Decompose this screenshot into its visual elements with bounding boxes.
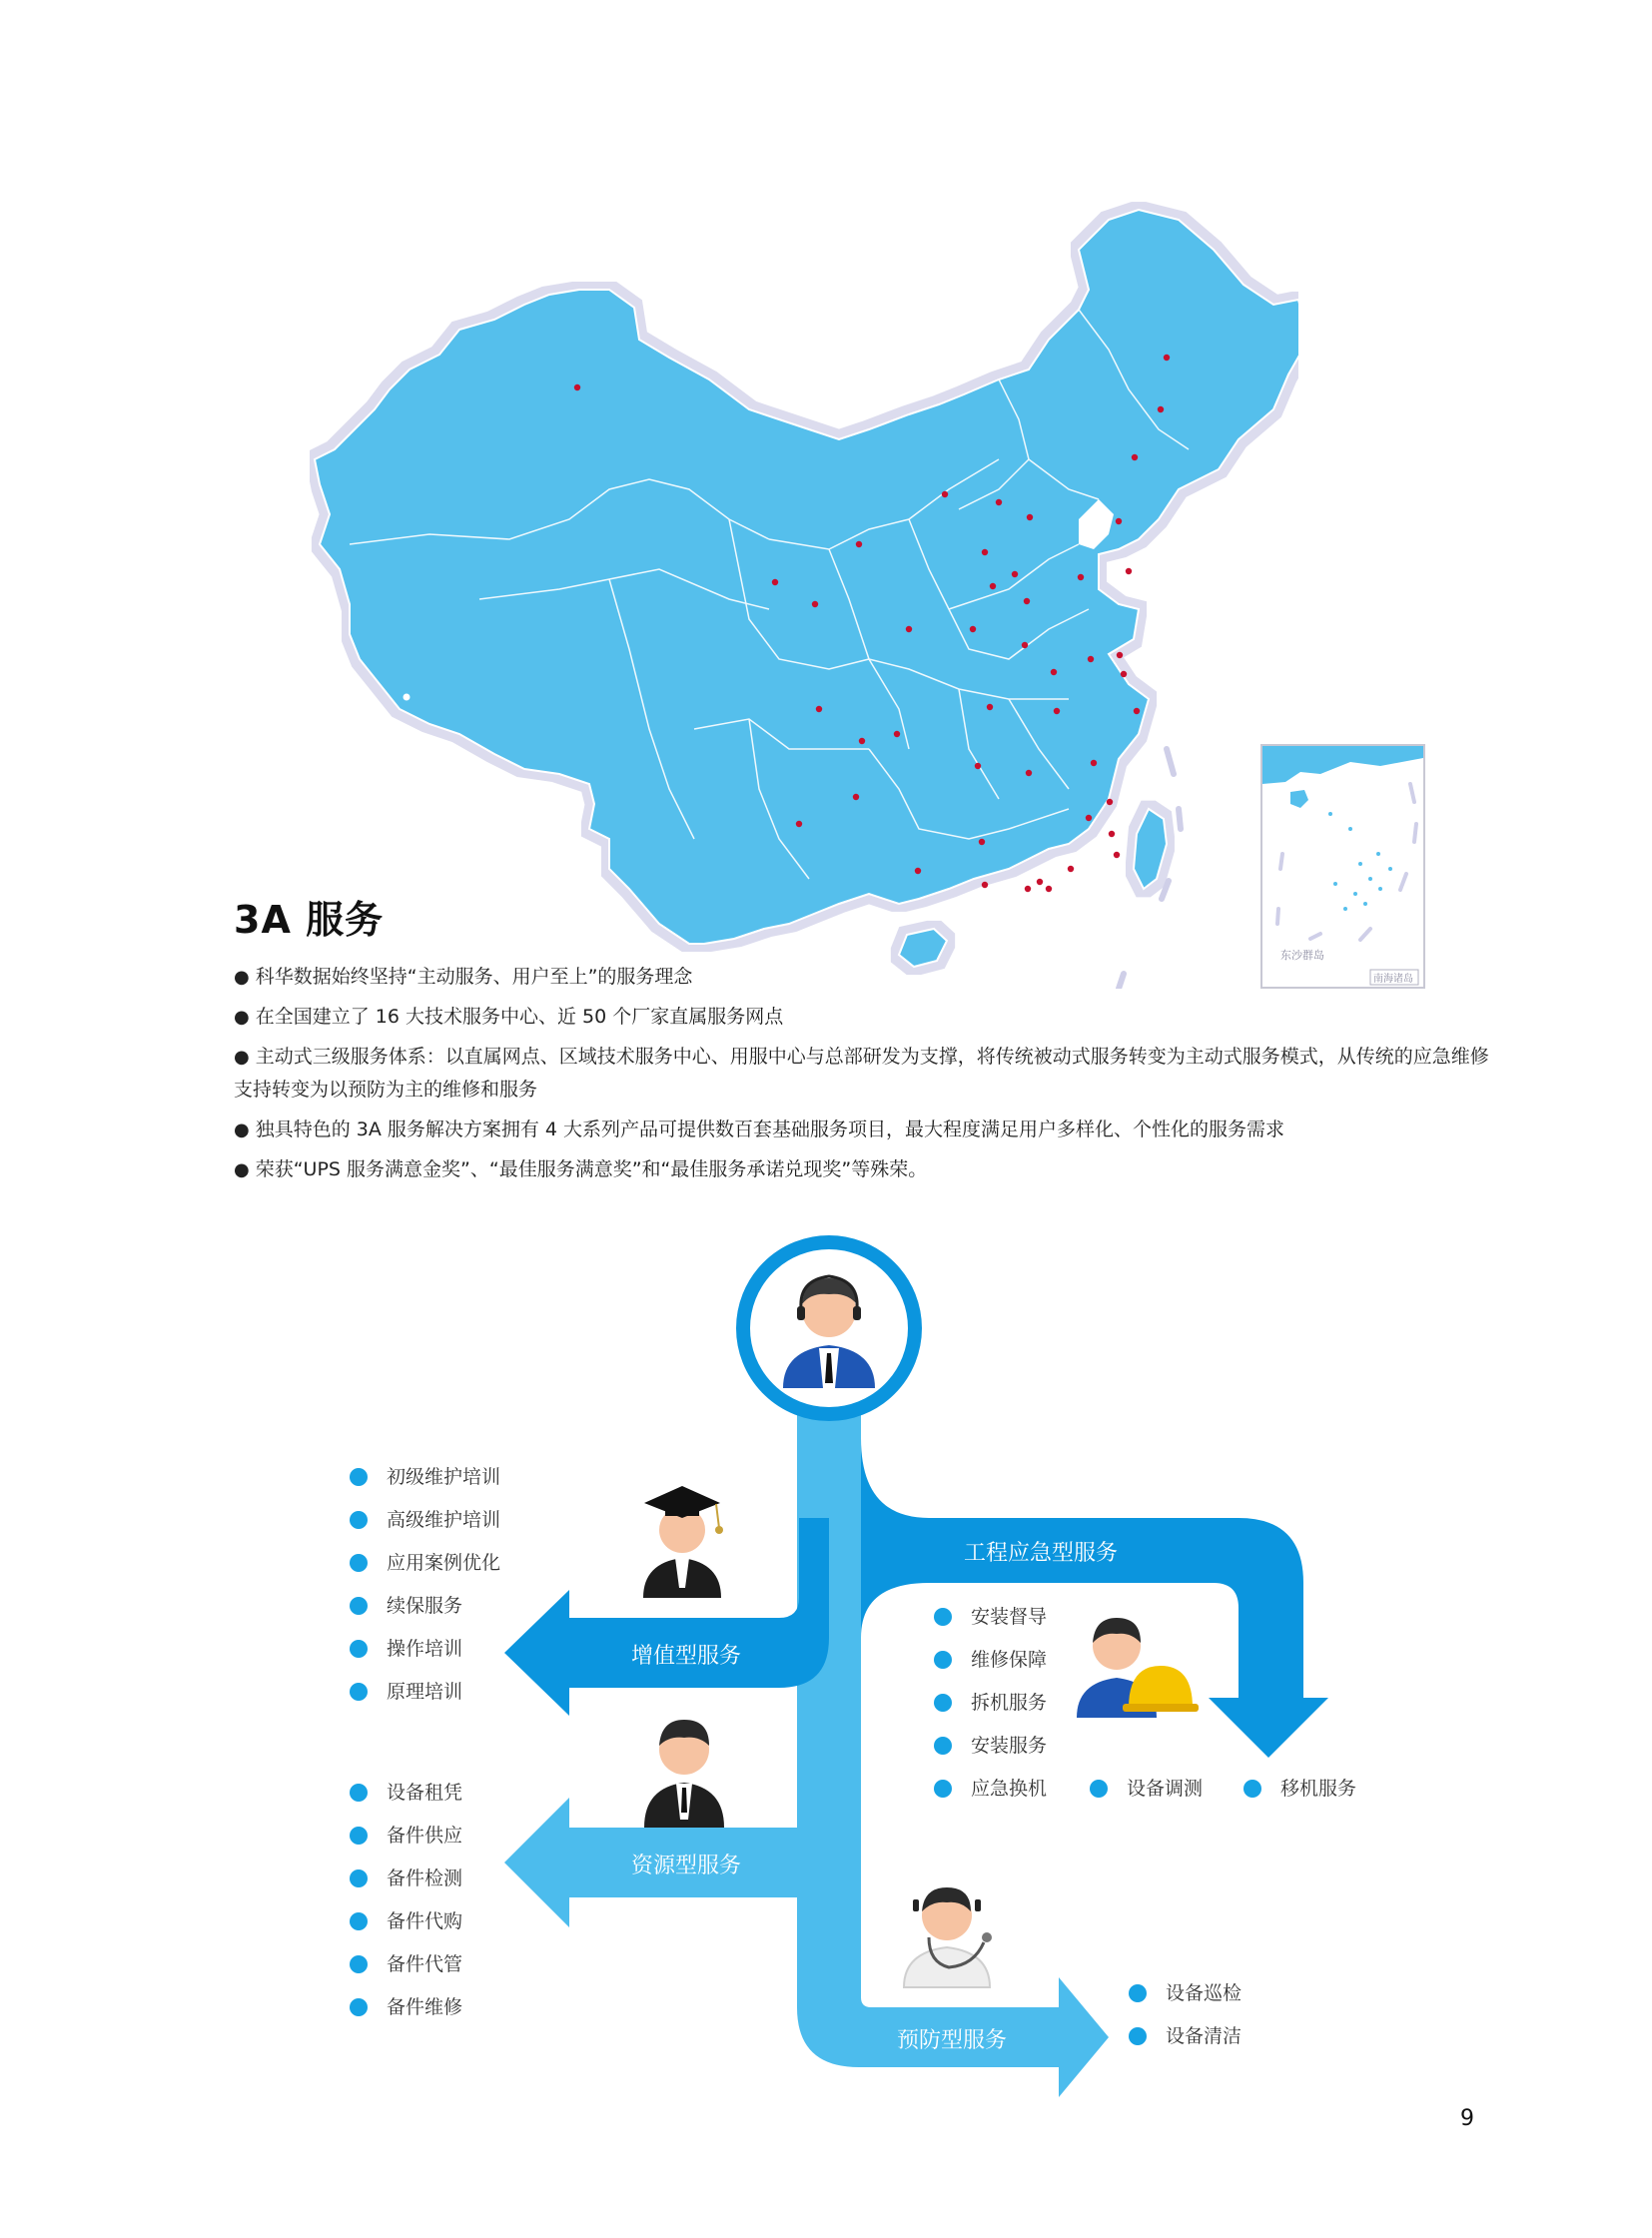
value-added-item: 初级维护培训 [350, 1463, 500, 1491]
service-point-marker [1109, 831, 1115, 837]
value-added-item: 续保服务 [350, 1592, 462, 1620]
service-point-marker [1116, 518, 1122, 524]
service-point-marker [1117, 652, 1123, 658]
service-point-marker [1046, 886, 1052, 892]
resource-item: 备件代购 [350, 1907, 462, 1935]
bullet-dot-icon [350, 1869, 368, 1887]
service-point-marker [1068, 866, 1074, 872]
bullet-dot-icon [350, 1468, 368, 1486]
service-point-marker [1086, 815, 1092, 821]
service-point-marker [975, 763, 981, 769]
bullet-dot-icon [350, 1683, 368, 1701]
taiwan-island-shape [1134, 809, 1167, 889]
bullet-dot-icon [934, 1651, 952, 1669]
value-added-service-label: 增值型服务 [631, 1644, 742, 1669]
bullet-item [234, 961, 1502, 994]
page-number: 9 [1460, 2106, 1474, 2131]
bullet-dot-icon [1129, 1984, 1147, 2002]
bullet-dot-icon [934, 1608, 952, 1626]
bullet-dot-icon [1090, 1780, 1108, 1798]
service-point-marker [1025, 886, 1031, 892]
service-point-marker [1037, 879, 1043, 885]
resource-item: 备件供应 [350, 1822, 462, 1850]
service-point-marker [1158, 406, 1164, 412]
resource-item: 备件代管 [350, 1950, 462, 1978]
service-flow-diagram [0, 1218, 1652, 2117]
section-title: 3A 服务 [234, 898, 385, 942]
service-point-marker [996, 499, 1002, 505]
engineering-item: 安装督导 [934, 1603, 1047, 1631]
service-point-marker [796, 821, 802, 827]
bullet-text: 独具特色的 3A 服务解决方案拥有 4 大系列产品可提供数百套基础服务项目，最大程度满足用户多样化、个性化的服务需求 [255, 1119, 1285, 1140]
service-point-marker [574, 384, 580, 390]
bullet-dot-icon [350, 1998, 368, 2016]
engineering-service-label: 工程应急型服务 [964, 1541, 1119, 1566]
service-point-marker [1027, 514, 1033, 520]
bullet-dot-icon [350, 1597, 368, 1615]
value-added-item: 操作培训 [350, 1635, 462, 1663]
inset-label-islands: 东沙群岛 [1280, 949, 1324, 962]
lhasa-marker [404, 694, 411, 701]
bullet-dot-icon: ● [234, 1047, 250, 1068]
service-point-marker [942, 491, 948, 497]
business-avatar-icon [644, 1720, 724, 1828]
engineering-item: 拆机服务 [934, 1689, 1047, 1717]
bullet-dot-icon: ● [234, 1159, 250, 1180]
service-point-marker [894, 731, 900, 737]
service-point-marker [816, 706, 822, 712]
bullet-item [234, 1114, 1502, 1146]
service-point-marker [1134, 708, 1140, 714]
service-point-marker [1121, 671, 1127, 677]
service-point-marker [906, 626, 912, 632]
bullet-dot-icon [350, 1955, 368, 1973]
bullet-text: 在全国建立了 16 大技术服务中心、近 50 个厂家直属服务网点 [255, 1006, 784, 1028]
service-point-marker [970, 626, 976, 632]
service-point-marker [987, 704, 993, 710]
engineering-item: 安装服务 [934, 1732, 1047, 1760]
bullet-item [234, 1001, 1502, 1034]
service-point-marker [1164, 355, 1170, 361]
value-added-item: 高级维护培训 [350, 1506, 500, 1534]
bullet-item [234, 1041, 1502, 1107]
service-point-marker [990, 583, 996, 589]
preventive-item: 设备巡检 [1129, 1979, 1241, 2007]
service-point-marker [1107, 799, 1113, 805]
service-point-marker [982, 549, 988, 555]
service-point-marker [1078, 574, 1084, 580]
bullet-dot-icon [934, 1780, 952, 1798]
bullet-dot-icon: ● [234, 1007, 250, 1028]
bullet-dot-icon [1243, 1780, 1261, 1798]
south-china-sea-inset [1260, 744, 1425, 989]
bullet-text: 科华数据始终坚持“主动服务、用户至上”的服务理念 [255, 966, 693, 988]
service-point-marker [859, 738, 865, 744]
preventive-service-label: 预防型服务 [897, 2028, 1008, 2053]
bullet-dot-icon [350, 1511, 368, 1529]
engineer-avatar-icon [1077, 1618, 1199, 1718]
service-point-marker [979, 839, 985, 845]
resource-item: 备件维修 [350, 1993, 462, 2021]
service-point-marker [1026, 770, 1032, 776]
inset-label-sea: 南海诸岛 [1373, 974, 1413, 985]
resource-service-label: 资源型服务 [631, 1854, 742, 1878]
resource-item: 设备租凭 [350, 1779, 462, 1807]
service-point-marker [982, 882, 988, 888]
bullet-dot-icon [350, 1640, 368, 1658]
bullet-dot-icon: ● [234, 1119, 250, 1140]
bullet-text: 荣获“UPS 服务满意金奖”、“最佳服务满意奖”和“最佳服务承诺兑现奖”等殊荣。 [255, 1158, 928, 1180]
service-point-marker [1114, 852, 1120, 858]
china-service-network-map [310, 190, 1298, 989]
bullet-item [234, 1153, 1502, 1186]
preventive-item: 设备清洁 [1129, 2022, 1241, 2050]
engineering-item: 应急换机 [934, 1775, 1047, 1803]
bullet-dot-icon [350, 1912, 368, 1930]
bullet-dot-icon [350, 1554, 368, 1572]
value-added-item: 应用案例优化 [350, 1549, 500, 1577]
resource-item: 备件检测 [350, 1865, 462, 1892]
service-point-marker [1024, 598, 1030, 604]
service-point-marker [856, 541, 862, 547]
service-point-marker [1088, 656, 1094, 662]
bullet-dot-icon [350, 1784, 368, 1802]
service-point-marker [1012, 571, 1018, 577]
service-point-marker [1022, 642, 1028, 648]
bullet-list [234, 961, 1502, 1193]
service-point-marker [812, 601, 818, 607]
engineering-extra-item: 移机服务 [1243, 1775, 1356, 1803]
service-point-marker [772, 579, 778, 585]
service-point-marker [1054, 708, 1060, 714]
bullet-dot-icon: ● [234, 967, 250, 988]
value-added-item: 原理培训 [350, 1678, 462, 1706]
bullet-dot-icon [1129, 2027, 1147, 2045]
service-point-marker [1051, 669, 1057, 675]
service-point-marker [1126, 568, 1132, 574]
bullet-dot-icon [934, 1737, 952, 1755]
service-point-marker [1091, 760, 1097, 766]
engineering-extra-item: 设备调测 [1090, 1775, 1203, 1803]
graduate-avatar-icon [643, 1486, 723, 1598]
bullet-dot-icon [934, 1694, 952, 1712]
bullet-text: 主动式三级服务体系：以直属网点、区域技术服务中心、用服中心与总部研发为支撑，将传统被动式服务转变为主动式服务模式，从传统的应急维修支持转变为以预防为主的维修和服务 [234, 1046, 1489, 1101]
service-point-marker [915, 868, 921, 874]
doctor-avatar-icon [904, 1887, 992, 1987]
bullet-dot-icon [350, 1827, 368, 1845]
engineering-item: 维修保障 [934, 1646, 1047, 1674]
service-point-marker [853, 794, 859, 800]
service-point-marker [1132, 454, 1138, 460]
flow-branch-value-added [504, 1518, 829, 1716]
